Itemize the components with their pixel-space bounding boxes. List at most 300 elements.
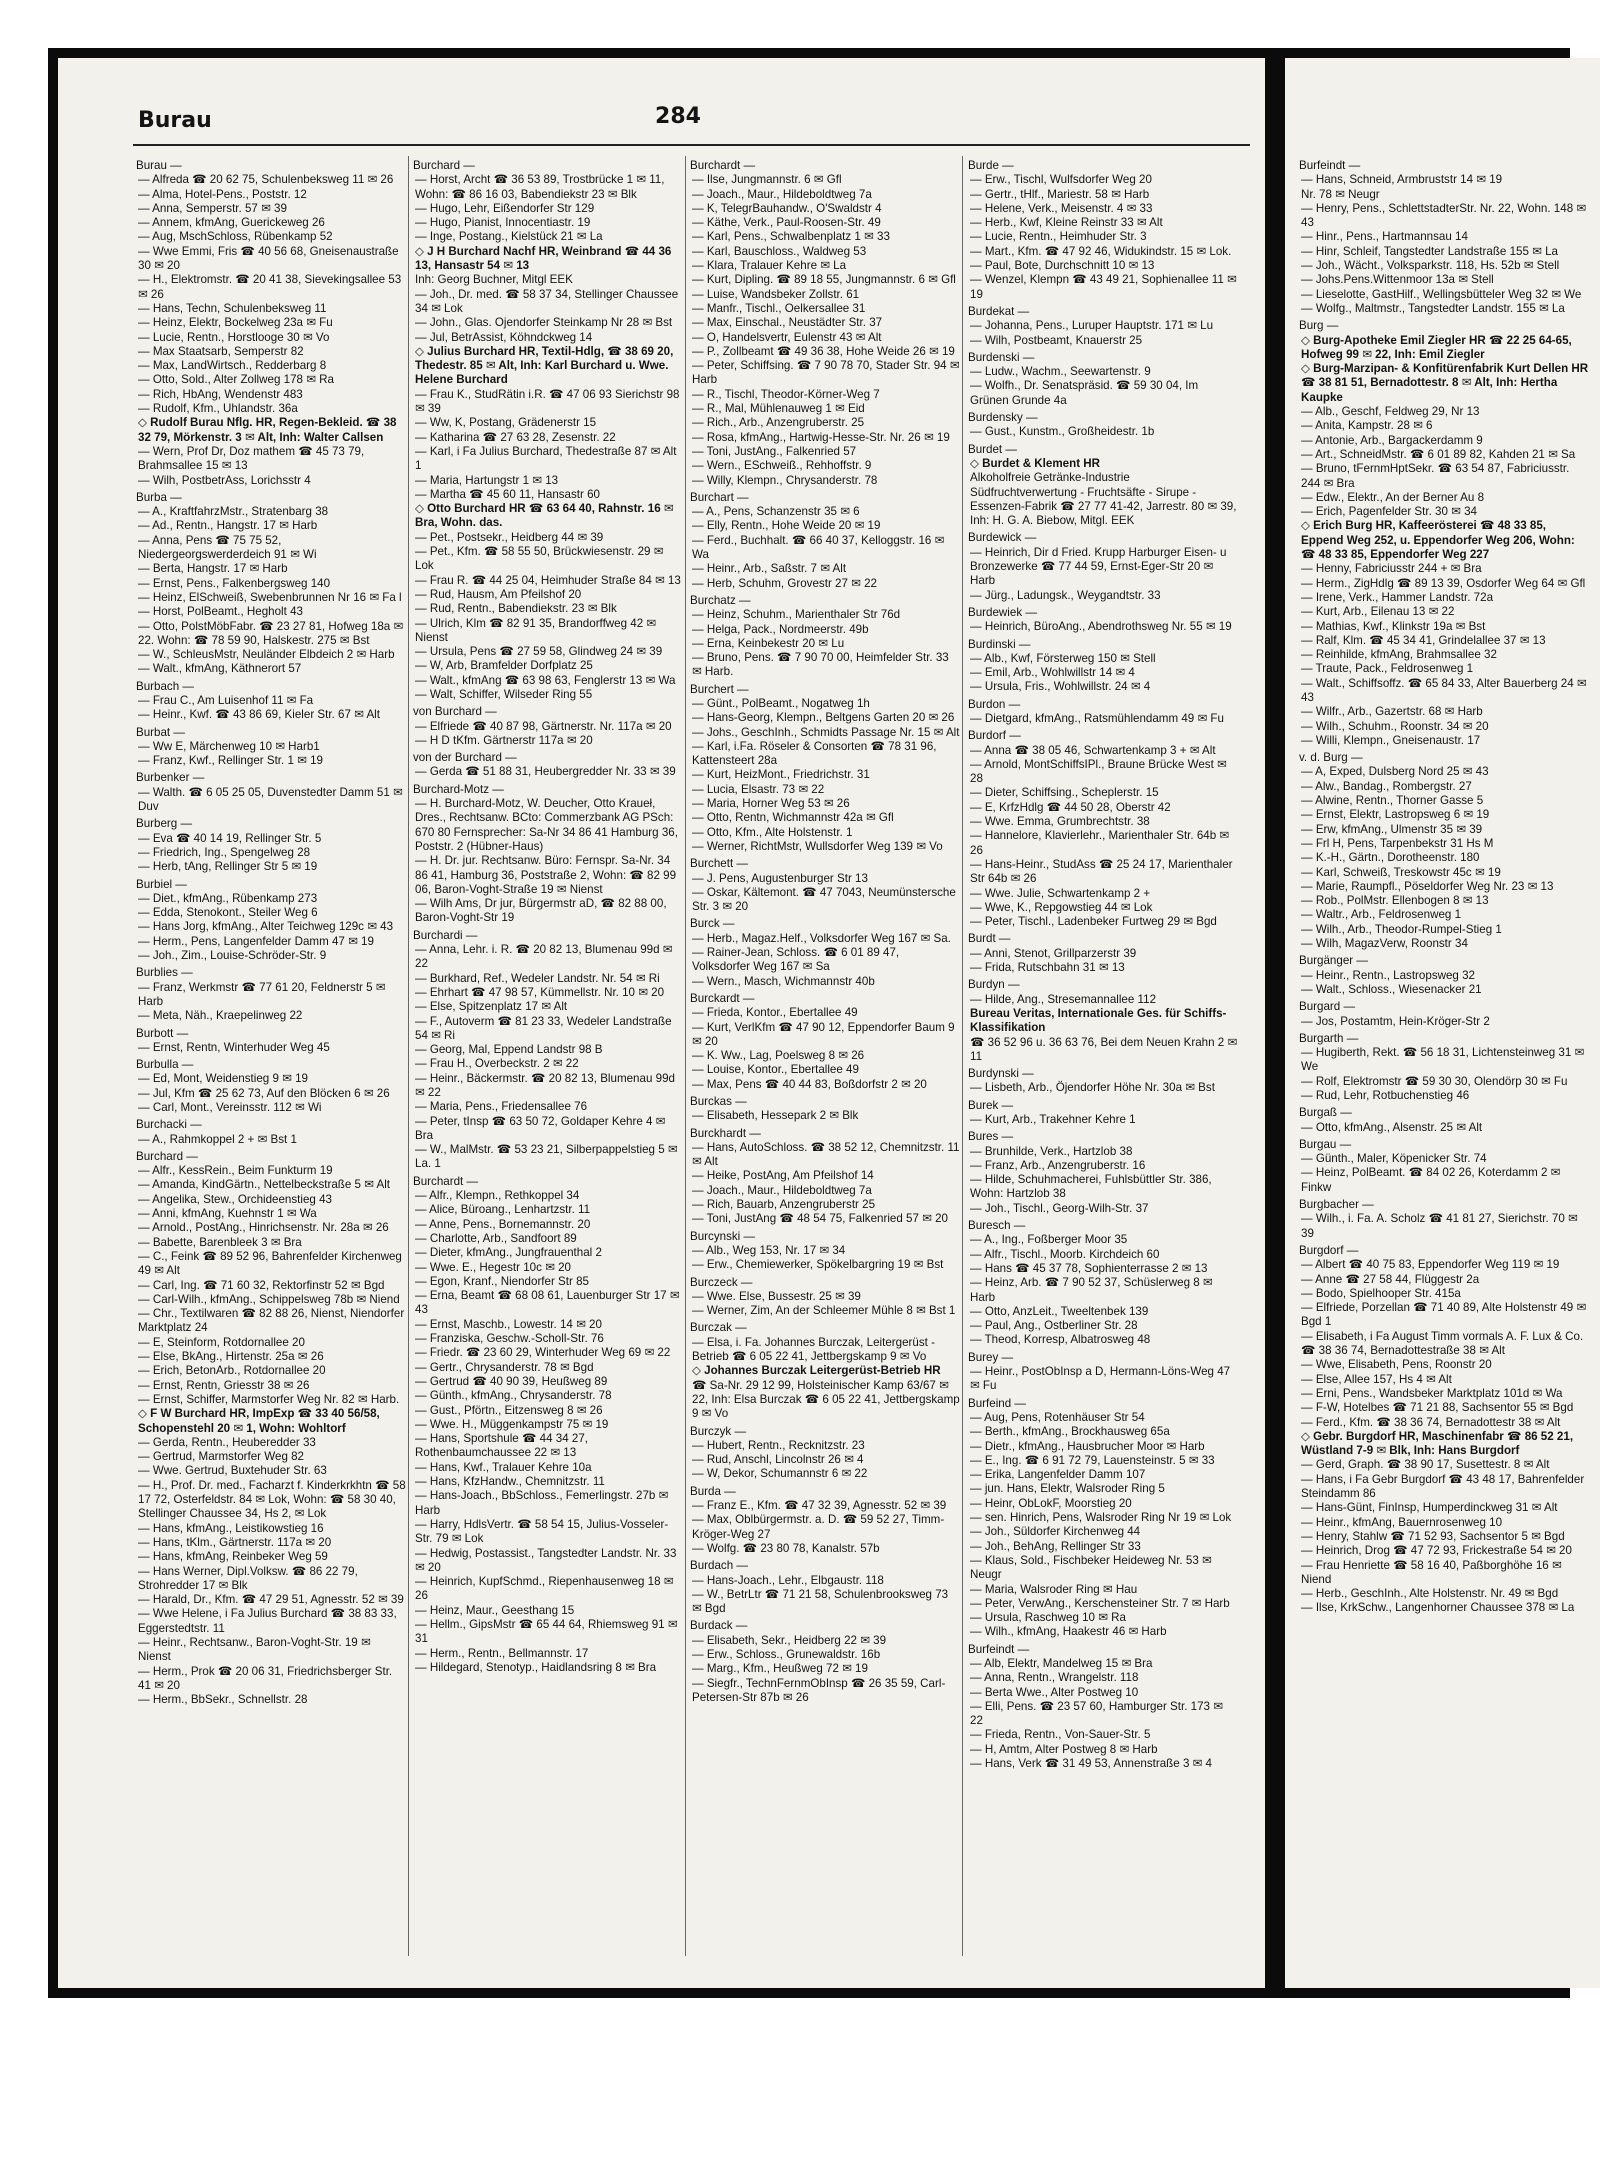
- directory-entry: — Gertrud, Marmstorfer Weg 82: [138, 1450, 305, 1464]
- directory-entry: — Martha ☎ 45 60 11, Hansastr 60: [415, 487, 601, 501]
- directory-entry: — Hellm., GipsMstr ☎ 65 44 64, Rhiemsweg 91 ✉ 31: [415, 1617, 678, 1646]
- directory-entry: — Gust., Kunstm., Großheidestr. 1b: [970, 425, 1155, 439]
- directory-entry: — Joach., Maur., Hildeboldtweg 7a: [692, 1183, 872, 1197]
- surname-heading: Burdt —: [968, 932, 1011, 946]
- directory-entry: — Wern., ESchweiß., Rehhoffstr. 9: [692, 459, 872, 473]
- directory-entry: — Heinz, Maur., Geesthang 15: [415, 1603, 575, 1617]
- directory-entry: — Reinhilde, kfmAng, Brahmsallee 32: [1301, 648, 1497, 662]
- directory-entry: — Ferd., Buchhalt. ☎ 66 40 37, Kelloggstr. 16 ✉ Wa: [692, 533, 945, 562]
- directory-entry: — Peter, Tischl., Ladenbeker Furtweg 29 ✉ Bgd: [970, 915, 1217, 929]
- directory-entry: — Wwe. H., Müggenkampstr 75 ✉ 19: [415, 1417, 609, 1431]
- directory-entry: — Wolfg., Maltmstr., Tangstedter Landstr. 155 ✉ La: [1301, 301, 1565, 315]
- directory-entry: — Werner, RichtMstr, Wullsdorfer Weg 139 ✉ Vo: [692, 839, 943, 853]
- directory-entry: — Luise, Wandsbeker Zollstr. 61: [692, 287, 860, 301]
- directory-entry: — Arnold, MontSchiffsIPl., Braune Brücke West ✉ 28: [970, 757, 1227, 786]
- directory-entry: — Siegfr., TechnFernmObInsp ☎ 26 35 59, Carl-Petersen-Str 87b ✉ 26: [692, 1676, 946, 1704]
- directory-entry: — Ursula, Fris., Wohlwillstr. 24 ✉ 4: [970, 680, 1151, 694]
- directory-entry: — Heinrich, BüroAng., Abendrothsweg Nr. 55 ✉ 19: [970, 620, 1232, 634]
- directory-entry: — Erich, Pagenfelder Str. 30 ✉ 34: [1301, 505, 1477, 519]
- surname-heading: Burchardi —: [413, 928, 478, 942]
- surname-heading: Burckas —: [690, 1095, 747, 1108]
- surname-heading: Burdorf —: [968, 729, 1021, 743]
- directory-entry: — Carl-Wilh., kfmAng., Schippelsweg 78b ✉ Niend: [138, 1292, 400, 1306]
- directory-entry: — Otto, kfmAng., Alsenstr. 25 ✉ Alt: [1301, 1120, 1483, 1134]
- directory-entry: — Heinr., Arb., Saßstr. 7 ✉ Alt: [692, 562, 847, 576]
- directory-entry: — E, KrfzHdlg ☎ 44 50 28, Oberstr 42: [970, 800, 1171, 814]
- directory-entry: — Kurt, VerlKfm ☎ 47 90 12, Eppendorfer Baum 9 ✉ 20: [692, 1020, 955, 1048]
- surname-heading: Burckhardt —: [690, 1126, 761, 1140]
- directory-entry: — Joh., Tischl., Georg-Wilh-Str. 37: [970, 1201, 1149, 1215]
- directory-entry: — Otto, Kfm., Alte Holstenstr. 1: [692, 825, 853, 839]
- directory-entry: — Jos, Postamtm, Hein-Kröger-Str 2: [1301, 1014, 1490, 1028]
- directory-entry: — Alma, Hotel-Pens., Poststr. 12: [138, 187, 307, 201]
- directory-entry: — Hans, kfmAng., Leistikowstieg 16: [138, 1521, 324, 1535]
- directory-entry: — Alwine, Rentn., Thorner Gasse 5: [1301, 794, 1484, 808]
- directory-entry: — Herm., BbSekr., Schnellstr. 28: [138, 1693, 308, 1707]
- directory-entry: — Franz, Kwf., Rellinger Str. 1 ✉ 19: [138, 754, 323, 768]
- directory-entry: — Alfr., KessRein., Beim Funkturm 19: [138, 1164, 333, 1178]
- directory-entry: — Hildegard, Stenotyp., Haidlandsring 8 ✉ Bra: [415, 1660, 657, 1674]
- directory-entry: — Ferd., Kfm. ☎ 38 36 74, Bernadottestr 38 ✉ Alt: [1301, 1415, 1561, 1429]
- directory-entry: — Egon, Kranf., Niendorfer Str 85: [415, 1274, 589, 1288]
- surname-heading: Burbulla —: [136, 1058, 194, 1072]
- surname-heading: Burdewiek —: [968, 605, 1037, 619]
- directory-entry: — Jürg., Ladungsk., Weygandtstr. 33: [970, 588, 1161, 602]
- directory-entry: ◇ Otto Burchard HR ☎ 63 64 40, Rahnstr. 16 ✉ Bra, Wohn. das.: [415, 502, 674, 530]
- directory-entry: — Rob., PolMstr. Ellenbogen 8 ✉ 13: [1301, 894, 1489, 908]
- directory-entry: — Katharina ☎ 27 63 28, Zesenstr. 22: [415, 430, 616, 444]
- surname-heading: Burg —: [1299, 319, 1339, 333]
- directory-entry: ◇ Burdet & Klement HR: [970, 456, 1101, 470]
- directory-entry: ◇ Rudolf Burau Nflg. HR, Regen-Bekleid. ☎ 38 32 79, Mörkenstr. 3 ✉ Alt, Inh: Walter Callsen: [138, 416, 397, 444]
- surname-heading: Burbott —: [136, 1026, 189, 1040]
- surname-heading: Burchard —: [413, 159, 475, 172]
- directory-entry: — Toni, JustAng., Falkenried 57: [692, 444, 857, 458]
- directory-entry: — Edda, Stenokont., Steiler Weg 6: [138, 906, 318, 920]
- directory-entry: — Johs., GeschInh., Schmidts Passage Nr. 15 ✉ Alt: [692, 725, 960, 739]
- directory-entry: — Herm., Rentn., Bellmannstr. 17: [415, 1646, 589, 1660]
- surname-heading: Burchardt —: [413, 1174, 479, 1188]
- directory-entry: — Mart., Kfm. ☎ 47 92 46, Widukindstr. 15 ✉ Lok.: [970, 244, 1232, 258]
- directory-entry: — Heinz, ElSchweiß, Swebenbrunnen Nr 16 ✉ Fa l: [138, 590, 402, 604]
- directory-entry: — Ernst, Maschb., Lowestr. 14 ✉ 20: [415, 1317, 602, 1331]
- directory-entry: — Joh., Zim., Louise-Schröder-Str. 9: [138, 949, 327, 963]
- surname-heading: Burbat —: [136, 725, 185, 739]
- surname-heading: Burdon —: [968, 697, 1021, 711]
- directory-entry: — Oskar, Kältemont. ☎ 47 7043, Neumünstersche Str. 3 ✉ 20: [692, 885, 956, 914]
- directory-entry: — Erni, Pens., Wandsbeker Marktplatz 101d ✉ Wa: [1301, 1386, 1563, 1400]
- directory-entry: — Helene, Verk., Meisenstr. 4 ✉ 33: [970, 201, 1153, 215]
- directory-entry: — Elsa, i. Fa. Johannes Burczak, Leitergerüst - Betrieb ☎ 6 05 22 41, Jettbergskamp 9 ✉ Vo: [692, 1335, 935, 1364]
- directory-entry: — Ernst, Rentn, Griesstr 38 ✉ 26: [138, 1378, 310, 1392]
- surname-heading: Burchatz —: [690, 593, 751, 607]
- directory-entry: — Walt., Schloss., Wiesenacker 21: [1301, 982, 1482, 996]
- surname-heading: Burgaß —: [1299, 1106, 1352, 1120]
- surname-heading: Burda —: [690, 1484, 736, 1498]
- directory-entry: — R., Mal, Mühlenauweg 1 ✉ Eid: [692, 402, 865, 416]
- directory-entry: — Alb., Geschf, Feldweg 29, Nr 13: [1301, 405, 1480, 419]
- directory-entry: — Peter, VerwAng., Kerschensteiner Str. 7 ✉ Harb: [970, 1596, 1230, 1610]
- directory-entry: — Inge, Postang., Kielstück 21 ✉ La: [415, 230, 603, 244]
- directory-entry: — Heinr, ObLokF, Moorstieg 20: [970, 1496, 1132, 1510]
- directory-entry: — Rud, Anschl, Lincolnstr 26 ✉ 4: [692, 1453, 864, 1467]
- directory-entry: — Wenzel, Klempn ☎ 43 49 21, Sophienallee 11 ✉ 19: [970, 273, 1237, 301]
- directory-entry: ◇ F W Burchard HR, ImpExp ☎ 33 40 56/58, Schopenstehl 20 ✉ 1, Wohn: Wohltorf: [138, 1407, 380, 1435]
- directory-entry: — Ernst, Pens., Falkenbergsweg 140: [138, 576, 331, 590]
- directory-entry: — Berta Wwe., Alter Postweg 10: [970, 1685, 1139, 1699]
- directory-entry: — Werner, Zim, An der Schleemer Mühle 8 ✉ Bst 1: [692, 1304, 956, 1318]
- directory-entry: — Heinrich, Dir d Fried. Krupp Harburger Eisen- u Bronzewerke ☎ 77 44 59, Ernst-Eger-Str 20 ✉ Harb: [970, 545, 1227, 588]
- directory-entry: — Hans, Schneid, Armbruststr 14 ✉ 19: [1301, 173, 1503, 187]
- surname-heading: Burde —: [968, 159, 1014, 172]
- directory-entry: — Hedwig, Postassist., Tangstedter Landstr. Nr. 33 ✉ 20: [415, 1546, 677, 1574]
- directory-entry: — Hans-Joach., BbSchloss., Femerlingstr. 27b ✉ Harb: [415, 1489, 669, 1517]
- surname-heading: Burgbacher —: [1299, 1198, 1374, 1212]
- directory-entry: — Hans, kfmAng, Reinbeker Weg 59: [138, 1550, 328, 1564]
- surname-heading: v. d. Burg —: [1299, 751, 1363, 765]
- page-header: [58, 96, 1265, 158]
- directory-entry: — Wilh Ams, Dr jur, Bürgermstr aD, ☎ 82 88 00, Baron-Voght-Str 19: [415, 897, 667, 925]
- directory-entry: — Louise, Kontor., Ebertallee 49: [692, 1063, 859, 1077]
- directory-entry: — Pet., Postsekr., Heidberg 44 ✉ 39: [415, 530, 604, 544]
- directory-entry: — Carl, Mont., Vereinsstr. 112 ✉ Wi: [138, 1101, 322, 1114]
- directory-entry: — Joh., BehAng, Rellinger Str 33: [970, 1539, 1141, 1553]
- directory-entry: — Walt, Schiffer, Wilseder Ring 55: [415, 687, 593, 701]
- directory-entry: — Rosa, kfmAng., Hartwig-Hesse-Str. Nr. 26 ✉ 19: [692, 430, 950, 444]
- directory-entry: — F-W, Hotelbes ☎ 71 21 88, Sachsentor 55 ✉ Bgd: [1301, 1401, 1574, 1415]
- directory-entry: — Gerd, Graph. ☎ 38 90 17, Susettestr. 8 ✉ Alt: [1301, 1458, 1550, 1472]
- directory-entry: — Manfr., Tischl., Oelkersallee 31: [692, 301, 866, 315]
- directory-entry: — Gust., Pförtn., Eitzensweg 8 ✉ 26: [415, 1403, 603, 1417]
- directory-entry: — Karl, Schweiß, Treskowstr 45c ✉ 19: [1301, 865, 1501, 879]
- surname-heading: Burchart —: [690, 490, 749, 504]
- directory-entry: — Frieda, Kontor., Ebertallee 49: [692, 1006, 858, 1020]
- directory-entry: — Lucie, Rentn., Horstlooge 30 ✉ Vo: [138, 330, 330, 344]
- directory-entry: — Wilh., Schuhm., Roonstr. 34 ✉ 20: [1301, 719, 1489, 733]
- directory-entry: — Willy, Klempn., Chrysanderstr. 78: [692, 473, 878, 487]
- directory-entry: — Herb, Schuhm, Grovestr 27 ✉ 22: [692, 576, 877, 590]
- directory-entry: ☎ 36 52 96 u. 36 63 76, Bei dem Neuen Krahn 2 ✉ 11: [970, 1035, 1238, 1063]
- column-3: [690, 156, 960, 1705]
- directory-entry: — jun. Hans, Elektr, Walsroder Ring 5: [970, 1482, 1165, 1496]
- directory-entry: — Ernst, Elektr, Lastropsweg 6 ✉ 19: [1301, 808, 1490, 822]
- directory-entry: — Anne ☎ 27 58 44, Flüggestr 2a: [1301, 1272, 1480, 1286]
- directory-entry: — Dietgard, kfmAng., Ratsmühlendamm 49 ✉ Fu: [970, 711, 1224, 725]
- directory-entry: — Johanna, Pens., Luruper Hauptstr. 171 ✉ Lu: [970, 319, 1214, 333]
- surname-heading: Bures —: [968, 1130, 1014, 1144]
- directory-entry: — Walt., kfmAng, Käthnerort 57: [138, 662, 302, 676]
- adjacent-page: [1285, 58, 1600, 1988]
- directory-entry: — Anna ☎ 38 05 46, Schwartenkamp 3 + ✉ Alt: [970, 743, 1216, 757]
- directory-entry: — Wilh, MagazVerw, Roonstr 34: [1301, 937, 1468, 951]
- directory-entry: — Frau K., StudRätin i.R. ☎ 47 06 93 Sierichstr 98 ✉ 39: [415, 387, 680, 416]
- directory-entry: — Hans-Georg, Klempn., Beltgens Garten 20 ✉ 26: [692, 711, 955, 725]
- directory-entry: ◇ Gebr. Burgdorf HR, Maschinenfabr ☎ 86 52 21, Wüstland 7-9 ✉ Blk, Inh: Hans Burgdorf: [1301, 1429, 1574, 1458]
- surname-heading: Burgard —: [1299, 1000, 1356, 1014]
- surname-heading: Burchard —: [136, 1149, 198, 1163]
- directory-entry: — Friedrich, Ing., Spengelweg 28: [138, 845, 311, 859]
- directory-entry: — Mathias, Kwf., Klinkstr 19a ✉ Bst: [1301, 619, 1486, 633]
- directory-entry: — Carl, Ing. ☎ 71 60 32, Rektorfinstr 52 ✉ Bgd: [138, 1278, 385, 1292]
- surname-heading: Burdinski —: [968, 637, 1031, 651]
- directory-entry: — Klara, Tralauer Kehre ✉ La: [692, 259, 847, 273]
- directory-entry: — Berta, Hangstr. 17 ✉ Harb: [138, 562, 288, 576]
- surname-heading: Burchardt —: [690, 159, 756, 172]
- surname-heading: Burdekat —: [968, 304, 1030, 318]
- directory-entry: — Otto, PolstMöbFabr. ☎ 23 27 81, Hofweg 18a ✉ 22. Wohn: ☎ 78 59 90, Halskestr. 275 ✉ Bst: [138, 619, 404, 647]
- directory-entry: — Herm., ZigHdlg ☎ 89 13 39, Osdorfer Weg 64 ✉ Gfl: [1301, 576, 1586, 590]
- directory-entry: — Angelika, Stew., Orchideenstieg 43: [138, 1192, 332, 1206]
- directory-entry: — Ludw., Wachm., Seewartenstr. 9: [970, 365, 1151, 379]
- column-1: [136, 156, 406, 1707]
- directory-entry: — Hans-Heinr., StudAss ☎ 25 24 17, Marienthaler Str 64b ✉ 26: [970, 857, 1233, 886]
- surname-heading: Burgau —: [1299, 1137, 1352, 1151]
- column-4: [968, 156, 1238, 1771]
- directory-entry: — H, Amtm, Alter Postweg 8 ✉ Harb: [970, 1742, 1158, 1756]
- directory-entry: — Elfriede, Porzellan ☎ 71 40 89, Alte Holstenstr 49 ✉ Bgd 1: [1301, 1301, 1587, 1329]
- directory-entry: Nr. 78 ✉ Neugr: [1301, 187, 1380, 201]
- adjacent-column: [1299, 156, 1589, 1616]
- directory-entry: — Friedr. ☎ 23 60 29, Winterhuder Weg 69 ✉ 22: [415, 1346, 671, 1360]
- directory-entry: — Heinrich, KupfSchmd., Riepenhausenweg 18 ✉ 26: [415, 1575, 674, 1603]
- directory-entry: — Hans ☎ 45 37 78, Sophienterrasse 2 ✉ 13: [970, 1261, 1208, 1275]
- directory-entry: — Ilse, Jungmannstr. 6 ✉ Gfl: [692, 173, 842, 187]
- directory-entry: — Hinr, Schleif, Tangstedter Landstraße 155 ✉ La: [1301, 244, 1558, 258]
- directory-entry: — Maria, Walsroder Ring ✉ Hau: [970, 1582, 1138, 1596]
- directory-entry: ◇ J H Burchard Nachf HR, Weinbrand ☎ 44 36 13, Hansastr 54 ✉ 13: [415, 244, 672, 273]
- directory-entry: — Wwe Helene, i Fa Julius Burchard ☎ 38 83 33, Eggerstedtstr. 11: [138, 1607, 397, 1635]
- directory-entry: — Rich., Arb., Anzengruberstr. 25: [692, 416, 865, 430]
- directory-entry: — O, Handelsvertr, Eulenstr 43 ✉ Alt: [692, 330, 882, 344]
- directory-entry: — Diet., kfmAng., Rübenkamp 273: [138, 891, 318, 905]
- directory-entry: — Gertr., tHlf., Mariestr. 58 ✉ Harb: [970, 187, 1150, 201]
- directory-entry: — Ilse, KrkSchw., Langenhorner Chaussee 378 ✉ La: [1301, 1601, 1575, 1615]
- directory-entry: — Frieda, Rentn., Von-Sauer-Str. 5: [970, 1728, 1151, 1742]
- directory-entry: — H. Burchard-Motz, W. Deucher, Otto Kraueł, Dres., Rechtsanw. BCto: Commerzbank AG PSch: 670 80 Fernsprecher: Sa-Nr 34 86 41 Hamburg 36, Poststr. 2 (Hübner-Haus): [415, 797, 678, 853]
- directory-entry: — Helga, Pack., Nordmeerstr. 49b: [692, 622, 869, 636]
- column-divider: [408, 156, 409, 1956]
- directory-entry: — Erna, Beamt ☎ 68 08 61, Lauenburger Str 17 ✉ 43: [415, 1289, 680, 1317]
- directory-entry: — Harry, HdlsVertr. ☎ 58 54 15, Julius-Vosseler-Str. 79 ✉ Lok: [415, 1517, 669, 1546]
- directory-entry: — Wwe. Gertrud, Buxtehuder Str. 63: [138, 1464, 327, 1478]
- directory-entry: — Jul, BetrAssist, Köhndckweg 14: [415, 330, 593, 344]
- running-header-name: Burau: [138, 108, 212, 133]
- directory-entry: — Rud, Rentn., Babendiekstr. 23 ✉ Blk: [415, 602, 617, 616]
- directory-entry: — Henny, Fabriciusstr 244 + ✉ Bra: [1301, 562, 1482, 576]
- directory-entry: — Traute, Pack., Feldrosenweg 1: [1301, 662, 1474, 676]
- directory-entry: — Kurt, Dipling. ☎ 89 18 55, Jungmannstr. 6 ✉ Gfl: [692, 273, 956, 287]
- directory-entry: — Wwe, Elisabeth, Pens, Roonstr 20: [1301, 1358, 1492, 1372]
- surname-heading: Burgarth —: [1299, 1031, 1359, 1045]
- directory-entry: — A., Ing., Foßberger Moor 35: [970, 1233, 1128, 1247]
- surname-heading: Burdyn —: [968, 978, 1020, 992]
- directory-entry: — Willi, Klempn., Gneisenaustr. 17: [1301, 733, 1481, 747]
- directory-entry: — Klaus, Sold., Fischbeker Heideweg Nr. 53 ✉ Neugr: [970, 1553, 1212, 1582]
- directory-entry: ◇ Burg-Marzipan- & Konfitürenfabrik Kurt Dellen HR ☎ 38 81 51, Bernadottestr. 8 ✉ Alt, Inh: Hertha Kaupke: [1301, 362, 1589, 404]
- directory-entry: — Amanda, KindGärtn., Nettelbeckstraße 5 ✉ Alt: [138, 1178, 391, 1192]
- directory-entry: — Herm., Prok ☎ 20 06 31, Friedrichsberger Str. 41 ✉ 20: [138, 1664, 393, 1692]
- directory-entry: — Karl, Bauschloss., Waldweg 53: [692, 244, 867, 258]
- directory-entry: — Peter, Schiffsing. ☎ 7 90 78 70, Stader Str. 94 ✉ Harb: [692, 359, 960, 387]
- surname-heading: Burdynski —: [968, 1067, 1034, 1081]
- directory-entry: Inh: Georg Buchner, Mitgl EEK: [415, 273, 573, 287]
- directory-entry: — Käthe, Verk., Paul-Roosen-Str. 49: [692, 216, 881, 230]
- directory-entry: — Irene, Verk., Hammer Landstr. 72a: [1301, 590, 1494, 604]
- directory-entry: — Charlotte, Arb., Sandfoort 89: [415, 1231, 577, 1245]
- surname-heading: von der Burchard —: [413, 751, 517, 765]
- directory-entry: — E., Ing. ☎ 6 91 72 79, Lauensteinstr. 5 ✉ 33: [970, 1453, 1215, 1467]
- directory-entry: — Alb, Elektr, Mandelweg 15 ✉ Bra: [970, 1656, 1153, 1670]
- directory-entry: — Hans Werner, Dipl.Volksw. ☎ 86 22 79, Strohredder 17 ✉ Blk: [138, 1564, 358, 1592]
- directory-entry: ☎ Sa-Nr. 29 12 99, Holsteinischer Kamp 63/67 ✉ 22, Inh: Elsa Burczak ☎ 6 05 22 41, Jettbergskamp 9 ✉ Vo: [692, 1378, 960, 1421]
- directory-entry: — Elisabeth, Hessepark 2 ✉ Blk: [692, 1109, 859, 1123]
- directory-entry: — Art., SchneidMstr. ☎ 6 01 89 82, Kahden 21 ✉ Sa: [1301, 447, 1576, 461]
- directory-entry: — Toni, JustAng ☎ 48 54 75, Falkenried 57 ✉ 20: [692, 1212, 948, 1226]
- directory-entry: — Aug, MschSchloss, Rübenkamp 52: [138, 230, 333, 244]
- directory-entry: — Hans-Joach., Lehr., Elbgaustr. 118: [692, 1573, 884, 1587]
- directory-entry: — Gerda ☎ 51 88 31, Heubergredder Nr. 33 ✉ 39: [415, 765, 676, 779]
- directory-entry: — Hans, Verk ☎ 31 49 53, Annenstraße 3 ✉ 4: [970, 1757, 1212, 1771]
- directory-entry: — Heinz, PolBeamt. ☎ 84 02 26, Koterdamm 2 ✉ Finkw: [1301, 1166, 1561, 1194]
- directory-entry: — Lucia, Elsastr. 73 ✉ 22: [692, 782, 825, 796]
- directory-entry: — Wwe. Emma, Grumbrechtstr. 38: [970, 815, 1150, 829]
- directory-entry: — P., Zollbeamt ☎ 49 36 38, Hohe Weide 26 ✉ 19: [692, 344, 955, 358]
- directory-entry: — Frau Henriette ☎ 58 16 40, Paßborghöhe 16 ✉ Niend: [1301, 1558, 1562, 1586]
- directory-entry: — Jul, Kfm ☎ 25 62 73, Auf den Blöcken 6 ✉ 26: [138, 1086, 390, 1100]
- surname-heading: Burdet —: [968, 442, 1017, 456]
- surname-heading: Burau —: [136, 159, 182, 172]
- directory-entry: — Rich, Bauarb, Anzengruberstr 25: [692, 1198, 876, 1212]
- directory-entry: — Heinrich, Drog ☎ 47 72 93, Frickestraße 54 ✉ 20: [1301, 1544, 1572, 1558]
- directory-entry: — Heinr., kfmAng, Bauernrosenweg 10: [1301, 1515, 1503, 1529]
- surname-heading: Burbach —: [136, 679, 194, 693]
- directory-entry: — Maria, Horner Weg 53 ✉ 26: [692, 797, 850, 811]
- directory-entry: — H. Dr. jur. Rechtsanw. Büro: Fernspr. Sa-Nr. 34 86 41, Hamburg 36, Poststraße 2, Wohn: ☎ 82 99 06, Baron-Voght-Straße 19 ✉ Nienst: [415, 854, 677, 896]
- surname-heading: Burdach —: [690, 1559, 748, 1573]
- directory-entry: — Paul, Ang., Ostberliner Str. 28: [970, 1319, 1138, 1333]
- directory-entry: — K. Ww., Lag, Poelsweg 8 ✉ 26: [692, 1049, 865, 1063]
- directory-entry: — Heinz, Elektr, Bockelweg 23a ✉ Fu: [138, 316, 333, 330]
- directory-entry: — Hugo, Pianist, Innocentiastr. 19: [415, 216, 591, 230]
- directory-entry: ◇ Burg-Apotheke Emil Ziegler HR ☎ 22 25 64-65, Hofweg 99 ✉ 22, Inh: Emil Ziegler: [1301, 333, 1572, 361]
- surname-heading: von Burchard —: [413, 705, 497, 719]
- surname-heading: Burba —: [136, 490, 182, 504]
- directory-entry: — C., Feink ☎ 89 52 96, Bahrenfelder Kirchenweg 49 ✉ Alt: [138, 1249, 402, 1278]
- directory-entry: — Heinr., Rentn., Lastropsweg 32: [1301, 968, 1475, 982]
- directory-entry: — A., Pens, Schanzenstr 35 ✉ 6: [692, 505, 860, 519]
- directory-entry: — Hans, Techn, Schulenbeksweg 11: [138, 301, 327, 315]
- directory-entry: — Ed, Mont, Weidenstieg 9 ✉ 19: [138, 1072, 308, 1086]
- directory-entry: — Hans, tKlm., Gärtnerstr. 117a ✉ 20: [138, 1535, 332, 1549]
- directory-entry: — W., BetrLtr ☎ 71 21 58, Schulenbrooksweg 73 ✉ Bgd: [692, 1587, 949, 1616]
- directory-entry: — Herb., Magaz.Helf., Volksdorfer Weg 167 ✉ Sa.: [692, 931, 951, 945]
- directory-entry: — Lieselotte, GastHilf., Wellingsbütteler Weg 32 ✉ We: [1301, 287, 1582, 301]
- directory-entry: — Joh., Dr. med. ☎ 58 37 34, Stellinger Chaussee 34 ✉ Lok: [415, 287, 679, 315]
- directory-entry: — Erw, kfmAng., Ulmenstr 35 ✉ 39: [1301, 822, 1483, 836]
- page-number: 284: [655, 104, 701, 129]
- directory-entry: — Frau R. ☎ 44 25 04, Heimhuder Straße 84 ✉ 13: [415, 573, 681, 587]
- directory-entry: — Anni, kfmAng, Kuehnstr 1 ✉ Wa: [138, 1207, 317, 1221]
- directory-entry: — Alfreda ☎ 20 62 75, Schulenbeksweg 11 ✉ 26: [138, 173, 394, 187]
- surname-heading: Burchert —: [690, 682, 749, 696]
- directory-entry: — Emil, Arb., Wohlwillstr 14 ✉ 4: [970, 666, 1135, 680]
- surname-heading: Burdensky —: [968, 411, 1038, 425]
- surname-heading: Burczyk —: [690, 1424, 747, 1438]
- directory-entry: — Bodo, Spielhooper Str. 415a: [1301, 1286, 1461, 1300]
- directory-entry: — W, Arb, Bramfelder Dorfplatz 25: [415, 659, 593, 673]
- surname-heading: Burfeindt —: [968, 1642, 1030, 1656]
- directory-entry: — K, TelegrBauhandw., O'Swaldstr 4: [692, 201, 882, 215]
- directory-entry: ◇ Erich Burg HR, Kaffeerösterei ☎ 48 33 85, Eppend Weg 252, u. Eppendorfer Weg 206, Wohn: ☎ 48 33 85, Eppendorfer Weg 227: [1301, 519, 1575, 562]
- directory-entry: — A, Exped, Dulsberg Nord 25 ✉ 43: [1301, 765, 1489, 779]
- directory-entry: — Max, Einschal., Neustädter Str. 37: [692, 316, 883, 330]
- directory-entry: — Ww E, Märchenweg 10 ✉ Harb1: [138, 739, 320, 753]
- directory-entry: — Anne, Pens., Bornemannstr. 20: [415, 1217, 591, 1231]
- directory-entry: — Else, BkAng., Hirtenstr. 25a ✉ 26: [138, 1350, 324, 1364]
- directory-entry: — Frida, Rutschbahn 31 ✉ 13: [970, 961, 1125, 975]
- directory-entry: — Günth., kfmAng., Chrysanderstr. 78: [415, 1389, 612, 1403]
- directory-entry: — Dieter, kfmAng., Jungfrauenthal 2: [415, 1246, 602, 1260]
- directory-entry: — Franz, Werkmstr ☎ 77 61 20, Feldnerstr 5 ✉ Harb: [138, 980, 386, 1008]
- directory-entry: — Walth. ☎ 6 05 25 05, Duvenstedter Damm 51 ✉ Duv: [138, 785, 403, 814]
- surname-heading: Burck —: [690, 917, 735, 931]
- directory-entry: — H., Prof. Dr. med., Facharzt f. Kinderkrkhtn ☎ 58 17 72, Osterfeldstr. 84 ✉ Lok, Wohn: ☎ 58 30 40, Stellinger Chaussee 34, Hs 2, ✉ Lok: [138, 1478, 406, 1521]
- directory-entry: — Alb., Weg 153, Nr. 17 ✉ 34: [692, 1243, 846, 1257]
- directory-entry: — Wern., Masch, Wichmannstr 40b: [692, 974, 875, 988]
- directory-entry: — F., Autoverm ☎ 81 23 33, Wedeler Landstraße 54 ✉ Ri: [415, 1014, 672, 1042]
- directory-entry: — Erw., Chemiewerker, Spökelbargring 19 ✉ Bst: [692, 1258, 944, 1272]
- directory-entry: — Walt., kfmAng ☎ 63 98 63, Fenglerstr 13 ✉ Wa: [415, 673, 676, 687]
- surname-heading: Burey —: [968, 1350, 1014, 1364]
- surname-heading: Burgdorf —: [1299, 1243, 1359, 1257]
- surname-heading: Buresch —: [968, 1219, 1026, 1233]
- directory-entry: — Rich, HbAng, Wendenstr 483: [138, 387, 303, 401]
- directory-entry: — Horst, Archt ☎ 36 53 89, Trostbrücke 1 ✉ 11, Wohn: ☎ 86 16 03, Babendiekstr 23 ✉ Blk: [415, 173, 665, 201]
- directory-entry: — Alfr., Klempn., Rethkoppel 34: [415, 1189, 580, 1203]
- directory-entry: — Ralf, Klm. ☎ 45 34 41, Grindelallee 37 ✉ 13: [1301, 633, 1546, 647]
- directory-entry: — Erw., Tischl, Wulfsdorfer Weg 20: [970, 173, 1152, 187]
- directory-entry: — Alice, Büroang., Lenhartzstr. 11: [415, 1203, 591, 1217]
- directory-entry: — Wilh, Postbeamt, Knauerstr 25: [970, 333, 1143, 347]
- column-divider: [962, 156, 963, 1956]
- directory-entry: — Wolfh., Dr. Senatspräsid. ☎ 59 30 04, Im Grünen Grunde 4a: [970, 379, 1199, 407]
- directory-entry: — Marg., Kfm., Heußweg 72 ✉ 19: [692, 1662, 868, 1676]
- directory-entry: — Herm., Pens, Langenfelder Damm 47 ✉ 19: [138, 934, 374, 948]
- directory-entry: — Otto, AnzLeit., Tweeltenbek 139: [970, 1304, 1149, 1318]
- directory-entry: — John., Glas. Ojendorfer Steinkamp Nr 28 ✉ Bst: [415, 316, 673, 330]
- header-rule: [133, 144, 1250, 146]
- directory-entry: — Wilfr., Arb., Gazertstr. 68 ✉ Harb: [1301, 705, 1483, 719]
- directory-entry: — Hinr., Pens., Hartmannsau 14: [1301, 230, 1468, 244]
- directory-entry: — Elisabeth, Sekr., Heidberg 22 ✉ 39: [692, 1633, 887, 1647]
- directory-entry: — W., SchleusMstr, Neuländer Elbdeich 2 ✉ Harb: [138, 648, 395, 662]
- directory-entry: — Else, Spitzenplatz 17 ✉ Alt: [415, 1000, 568, 1014]
- surname-heading: Burek —: [968, 1098, 1014, 1112]
- directory-entry: — Franziska, Geschw.-Scholl-Str. 76: [415, 1332, 604, 1346]
- directory-entry: — Pet., Kfm. ☎ 58 55 50, Brückwiesenstr. 29 ✉ Lok: [415, 545, 664, 573]
- directory-entry: — Annem, kfmAng, Guerickeweg 26: [138, 216, 325, 230]
- directory-entry: — Rolf, Elektromstr ☎ 59 30 30, Olendörp 30 ✉ Fu: [1301, 1074, 1568, 1088]
- surname-heading: Burcynski —: [690, 1229, 756, 1243]
- directory-entry: — Harald, Dr., Kfm. ☎ 47 29 51, Agnesstr. 52 ✉ 39: [138, 1593, 404, 1607]
- directory-entry: — Max, Oblbürgermstr. a. D. ☎ 59 52 27, Timm-Kröger-Weg 27: [692, 1513, 945, 1541]
- directory-entry: — Wwe. E., Hegestr 10c ✉ 20: [415, 1260, 571, 1274]
- directory-entry: — Elli, Pens. ☎ 23 57 60, Hamburger Str. 173 ✉ 22: [970, 1699, 1223, 1728]
- directory-entry: — Frl H, Pens, Tarpenbekstr 31 Hs M: [1301, 836, 1494, 850]
- directory-entry: — Günt., PolBeamt., Nogatweg 1h: [692, 696, 870, 710]
- directory-entry: — Dietr., kfmAng., Hausbrucher Moor ✉ Harb: [970, 1439, 1205, 1453]
- directory-entry: — Anna, Lehr. i. R. ☎ 20 82 13, Blumenau 99d ✉ 22: [415, 943, 673, 971]
